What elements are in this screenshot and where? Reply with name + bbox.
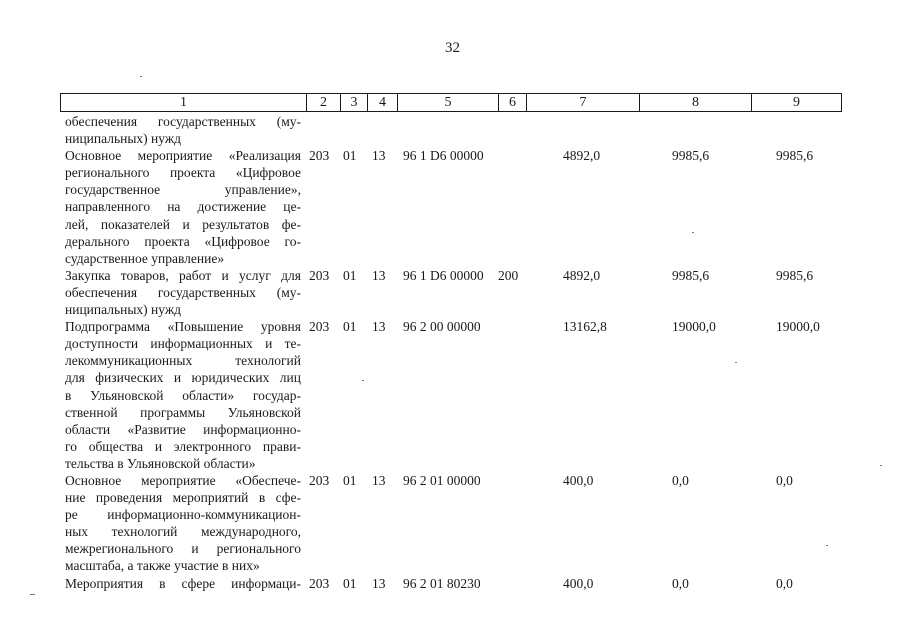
table-header-row <box>60 93 842 112</box>
description-line: в Ульяновской области» государ- <box>65 387 301 403</box>
row-description <box>65 575 301 592</box>
scan-speck <box>362 380 364 381</box>
description-line: области «Развитие информационно- <box>65 421 301 437</box>
table-row <box>0 113 905 147</box>
cell-amount-col8: 19000,0 <box>672 319 716 335</box>
column-header-7: 7 <box>526 94 639 111</box>
cell-section: 01 <box>343 319 357 335</box>
row-description <box>65 267 301 318</box>
page-number: 32 <box>445 40 460 56</box>
cell-target-article: 96 2 01 00000 <box>403 472 481 488</box>
row-description <box>65 472 301 575</box>
cell-target-article: 96 2 01 80230 <box>403 575 481 591</box>
cell-subsection: 13 <box>372 148 386 164</box>
description-line: сударственное управление» <box>65 250 225 266</box>
cell-amount-col9: 19000,0 <box>776 319 820 335</box>
cell-amount-col7: 400,0 <box>563 472 594 488</box>
cell-amount-col8: 9985,6 <box>672 148 710 164</box>
description-line: обеспечения государственных (му- <box>65 114 301 129</box>
description-line: Подпрограмма «Повышение уровня <box>65 319 301 335</box>
scan-speck <box>692 232 694 233</box>
column-header-9: 9 <box>751 94 841 111</box>
table-row <box>0 575 905 592</box>
column-header-6: 6 <box>498 94 526 111</box>
cell-subsection: 13 <box>372 267 386 283</box>
description-line: ственной программы Ульяновской <box>65 404 301 420</box>
table-body <box>0 113 905 592</box>
column-header-1: 1 <box>180 95 187 110</box>
description-line: межрегионального и регионального <box>65 541 301 557</box>
row-description <box>65 318 301 472</box>
cell-target-article: 96 1 D6 00000 <box>403 148 484 164</box>
cell-amount-col9: 0,0 <box>776 472 793 488</box>
description-line: для физических и юридических лиц <box>65 370 301 386</box>
cell-expense-type: 200 <box>498 267 519 283</box>
cell-amount-col8: 0,0 <box>672 472 689 488</box>
description-line: Основное мероприятие «Обеспече- <box>65 472 301 488</box>
description-line: ние проведения мероприятий в сфе- <box>65 490 301 506</box>
cell-amount-col7: 4892,0 <box>563 267 601 283</box>
scan-speck <box>140 76 142 77</box>
description-line: Основное мероприятие «Реализация <box>65 148 301 164</box>
cell-ministry-code: 203 <box>309 148 330 164</box>
column-header-4: 4 <box>367 94 397 111</box>
description-line: направленного на достижение це- <box>65 199 301 215</box>
row-description <box>65 147 301 267</box>
cell-subsection: 13 <box>372 472 386 488</box>
cell-amount-col9: 9985,6 <box>776 148 814 164</box>
description-line: государственное управление», <box>65 182 301 198</box>
row-description <box>65 113 301 147</box>
column-header-8: 8 <box>639 94 751 111</box>
cell-target-article: 96 2 00 00000 <box>403 319 481 335</box>
table-row <box>0 147 905 267</box>
description-line: лей, показателей и результатов фе- <box>65 216 301 232</box>
cell-amount-col7: 13162,8 <box>563 319 607 335</box>
cell-amount-col9: 0,0 <box>776 575 793 591</box>
cell-subsection: 13 <box>372 575 386 591</box>
column-header-5: 5 <box>397 94 498 111</box>
cell-amount-col8: 9985,6 <box>672 267 710 283</box>
description-line: ре информационно-коммуникацион- <box>65 507 301 523</box>
scan-speck <box>826 545 828 546</box>
description-line: обеспечения государственных (му- <box>65 284 301 300</box>
cell-section: 01 <box>343 472 357 488</box>
cell-ministry-code: 203 <box>309 575 330 591</box>
cell-section: 01 <box>343 267 357 283</box>
column-header-3: 3 <box>340 94 367 111</box>
cell-amount-col7: 4892,0 <box>563 148 601 164</box>
table-row <box>0 318 905 472</box>
cell-amount-col7: 400,0 <box>563 575 594 591</box>
cell-section: 01 <box>343 575 357 591</box>
scan-speck <box>30 594 35 595</box>
description-line: масштаба, а также участие в них» <box>65 558 260 574</box>
scan-speck <box>735 362 737 363</box>
cell-target-article: 96 1 D6 00000 <box>403 267 484 283</box>
description-line: Мероприятия в сфере информаци- <box>65 575 301 591</box>
description-line: лекоммуникационных технологий <box>65 353 301 369</box>
column-header-2: 2 <box>306 94 340 111</box>
description-line: регионального проекта «Цифровое <box>65 165 301 181</box>
description-line: тельства в Ульяновской области» <box>65 455 256 471</box>
description-line: го общества и электронного прави- <box>65 438 301 454</box>
cell-ministry-code: 203 <box>309 472 330 488</box>
cell-subsection: 13 <box>372 319 386 335</box>
cell-amount-col9: 9985,6 <box>776 267 814 283</box>
cell-section: 01 <box>343 148 357 164</box>
description-line: ниципальных) нужд <box>65 131 182 147</box>
description-line: Закупка товаров, работ и услуг для <box>65 267 301 283</box>
cell-ministry-code: 203 <box>309 267 330 283</box>
table-row <box>0 267 905 318</box>
description-line: доступности информационных и те- <box>65 336 301 352</box>
table-row <box>0 472 905 575</box>
description-line: ных технологий международного, <box>65 524 301 540</box>
description-line: дерального проекта «Цифровое го- <box>65 233 301 249</box>
scan-speck <box>880 465 882 466</box>
description-line: ниципальных) нужд <box>65 302 182 318</box>
cell-ministry-code: 203 <box>309 319 330 335</box>
cell-amount-col8: 0,0 <box>672 575 689 591</box>
